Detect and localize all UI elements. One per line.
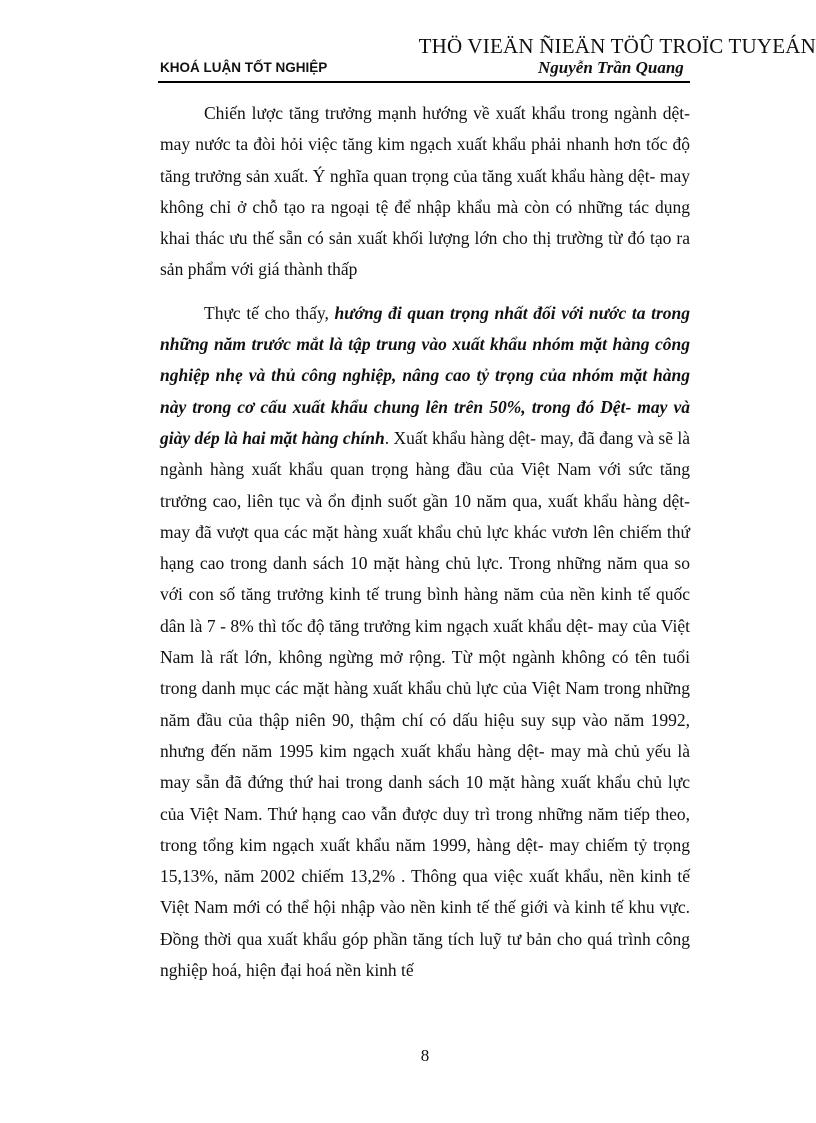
header-divider <box>158 81 690 83</box>
paragraph-2-emphasis: hướng đi quan trọng nhất đối với nước ta trong những năm trước mắt là tập trung vào xuất khẩu nhóm mặt hàng công nghiệp nhẹ và thủ công nghiệp, nâng cao tỷ trọng của nhóm mặt hàng này trong cơ cấu xuất khẩu chung lên trên 50%, trong đó Dệt- may và giày dép là hai mặt hàng chính <box>160 302 690 448</box>
library-watermark: THÖ VIEÄN ÑIEÄN TÖÛ TROÏC TUYEÁN <box>418 34 816 58</box>
author-name: Nguyễn Trần Quang <box>538 58 684 77</box>
page-number: 8 <box>420 1046 430 1065</box>
paragraph-2-rest: . Xuất khẩu hàng dệt- may, đã đang và sẽ là ngành hàng xuất khẩu quan trọng hàng đầu của Việt Nam với sức tăng trưởng cao, liên tục và ổn định suốt gần 10 năm qua, xuất khẩu hàng dệt- may đã vượt qua các mặt hàng xuất khẩu chủ lực khác vươn lên chiếm thứ hạng cao trong danh sách 10 mặt hàng chủ lực. Trong những năm qua so với con số tăng trưởng kinh tế trung bình hàng năm của nền kinh tế quốc dân là 7 - 8% thì tốc độ tăng trưởng kim ngạch xuất khẩu dệt- may của Việt Nam là rất lớn, không ngừng mở rộng. Từ một ngành không có tên tuổi trong danh mục các mặt hàng xuất khẩu chủ lực của Việt Nam trong những năm đầu của thập niên 90, thậm chí có dấu hiệu suy sụp vào năm 1992, nhưng đến năm 1995 kim ngạch xuất khẩu hàng dệt- may mà chủ yếu là may sẵn đã đứng thứ hai trong danh sách 10 mặt hàng xuất khẩu chủ lực của Việt Nam. Thứ hạng cao vẫn được duy trì trong những năm tiếp theo, trong tổng kim ngạch xuất khẩu năm 1999, hàng dệt- may chiếm tỷ trọng 15,13%, năm 2002 chiếm 13,2% . Thông qua việc xuất khẩu, nền kinh tế Việt Nam mới có thể hội nhập vào nền kinh tế thế giới và kinh tế khu vực. Đồng thời qua xuất khẩu góp phần tăng tích luỹ tư bản cho quá trình công nghiệp hoá, hiện đại hoá nền kinh tế <box>160 427 691 981</box>
paragraph-2-intro: Thực tế cho thấy, <box>204 302 335 323</box>
paragraph-2 <box>160 298 690 987</box>
document-body <box>160 98 690 986</box>
thesis-header-title: KHOÁ LUẬN TỐT NGHIỆP <box>160 60 328 75</box>
paragraph-1: Chiến lược tăng trưởng mạnh hướng về xuất khẩu trong ngành dệt- may nước ta đòi hỏi việc tăng kim ngạch xuất khẩu phải nhanh hơn tốc độ tăng trưởng sản xuất. Ý nghĩa quan trọng của tăng xuất khẩu hàng dệt- may không chỉ ở chỗ tạo ra ngoại tệ để nhập khẩu mà còn có những tác dụng khai thác ưu thế sẵn có sản xuất khối lượng lớn cho thị trường từ đó tạo ra sản phẩm với giá thành thấp <box>160 103 690 280</box>
